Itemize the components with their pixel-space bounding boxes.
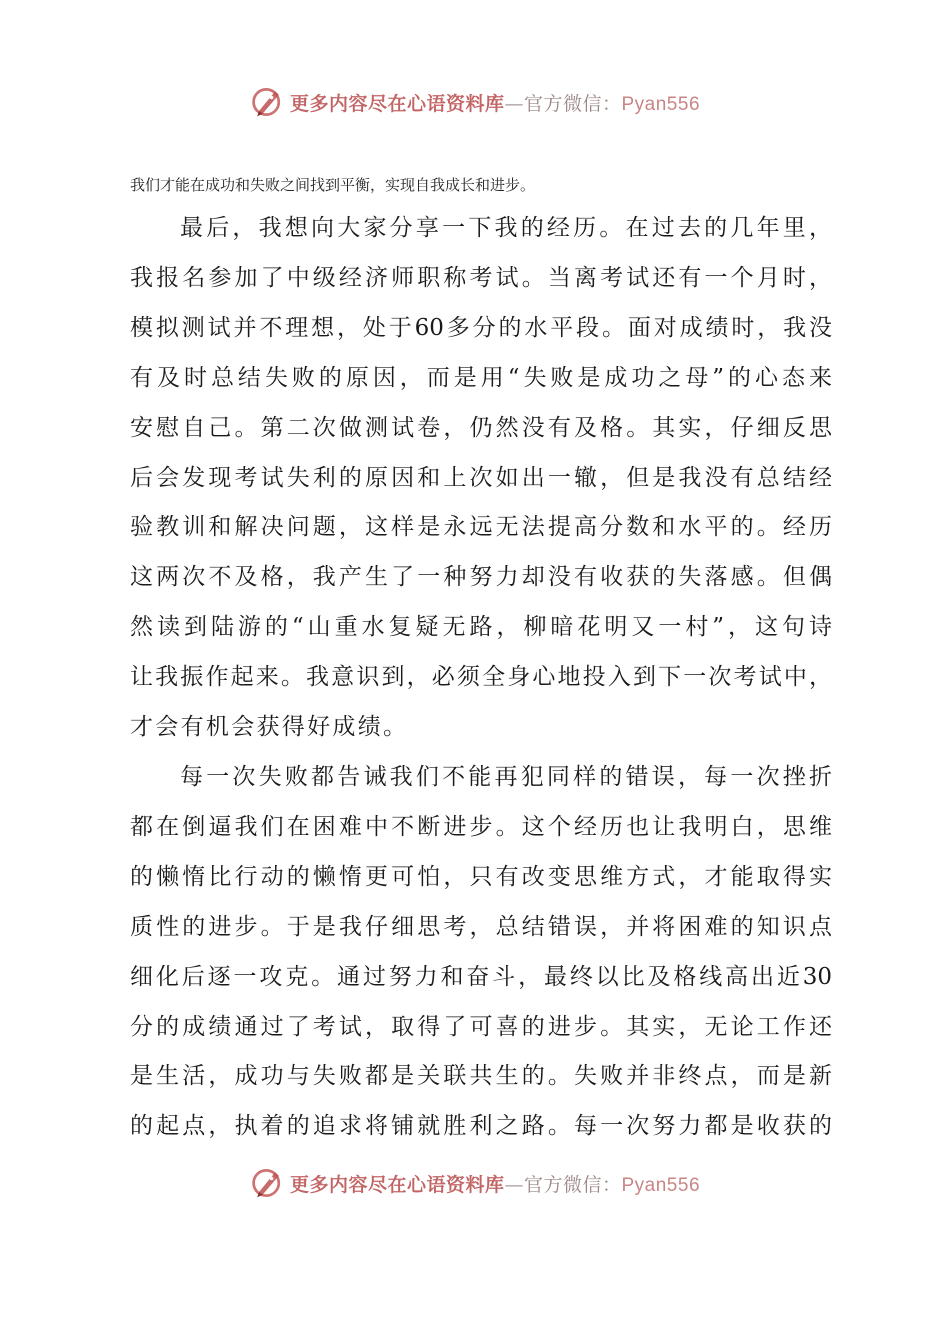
text-line: 验教训和解决问题，这样是永远无法提高分数和水平的。经历 — [130, 514, 832, 541]
text-line: 每一次失败都告诫我们不能再犯同样的错误，每一次挫折 — [180, 763, 832, 790]
paragraph-lesson — [130, 753, 832, 1152]
text-line: 分的成绩通过了考试，取得了可喜的进步。其实，无论工作还 — [130, 1013, 832, 1040]
text-line: 的懒惰比行动的懒惰更可怕，只有改变思维方式，才能取得实 — [130, 863, 832, 890]
pen-nib-logo-icon — [250, 84, 286, 120]
watermark-brand: 更多内容尽在心语资料库 — [289, 92, 505, 115]
text-line: 都在倒逼我们在困难中不断进步。这个经历也让我明白，思维 — [130, 813, 832, 840]
watermark-wechat-id: Pyan556 — [621, 1174, 701, 1196]
watermark-wechat-label: 官方微信： — [523, 92, 622, 115]
footer-watermark-banner — [0, 1161, 950, 1205]
text-line: 后会发现考试失利的原因和上次如出一辙，但是我没有总结经 — [130, 464, 832, 491]
paragraph-experience — [130, 204, 832, 753]
text-line: 让我振作起来。我意识到，必须全身心地投入到下一次考试中， — [130, 664, 832, 691]
header-watermark-banner — [0, 80, 950, 124]
text-line: 才会有机会获得好成绩。 — [130, 714, 409, 741]
text-line: 我报名参加了中级经济师职称考试。当离考试还有一个月时， — [130, 264, 832, 291]
watermark-separator: — — [504, 92, 524, 115]
watermark-brand: 更多内容尽在心语资料库 — [289, 1173, 505, 1196]
text-line: 是生活，成功与失败都是关联共生的。失败并非终点，而是新 — [130, 1063, 832, 1090]
pen-nib-logo-icon — [250, 1165, 286, 1201]
text-line: 这两次不及格，我产生了一种努力却没有收获的失落感。但偶 — [130, 564, 832, 591]
text-line: 安慰自己。第二次做测试卷，仍然没有及格。其实，仔细反思 — [130, 414, 832, 441]
watermark-text — [290, 1170, 700, 1197]
text-line: 质性的进步。于是我仔细思考，总结错误，并将困难的知识点 — [130, 913, 832, 940]
text-line: 模拟测试并不理想，处于60多分的水平段。面对成绩时，我没 — [130, 314, 832, 341]
text-line: 有及时总结失败的原因，而是用“失败是成功之母”的心态来 — [130, 364, 832, 391]
text-line: 的起点，执着的追求将铺就胜利之路。每一次努力都是收获的 — [130, 1113, 832, 1140]
watermark-separator: — — [504, 1173, 524, 1196]
carry-over-line: 我们才能在成功和失败之间找到平衡，实现自我成长和进步。 — [130, 176, 536, 194]
watermark-wechat-id: Pyan556 — [621, 93, 701, 115]
text-line: 然读到陆游的“山重水复疑无路，柳暗花明又一村”，这句诗 — [130, 614, 832, 641]
document-body — [130, 204, 832, 1152]
watermark-wechat-label: 官方微信： — [523, 1173, 622, 1196]
watermark-text — [290, 89, 700, 116]
text-line: 最后，我想向大家分享一下我的经历。在过去的几年里， — [180, 215, 832, 241]
text-line: 细化后逐一攻克。通过努力和奋斗，最终以比及格线高出近30 — [130, 963, 832, 990]
